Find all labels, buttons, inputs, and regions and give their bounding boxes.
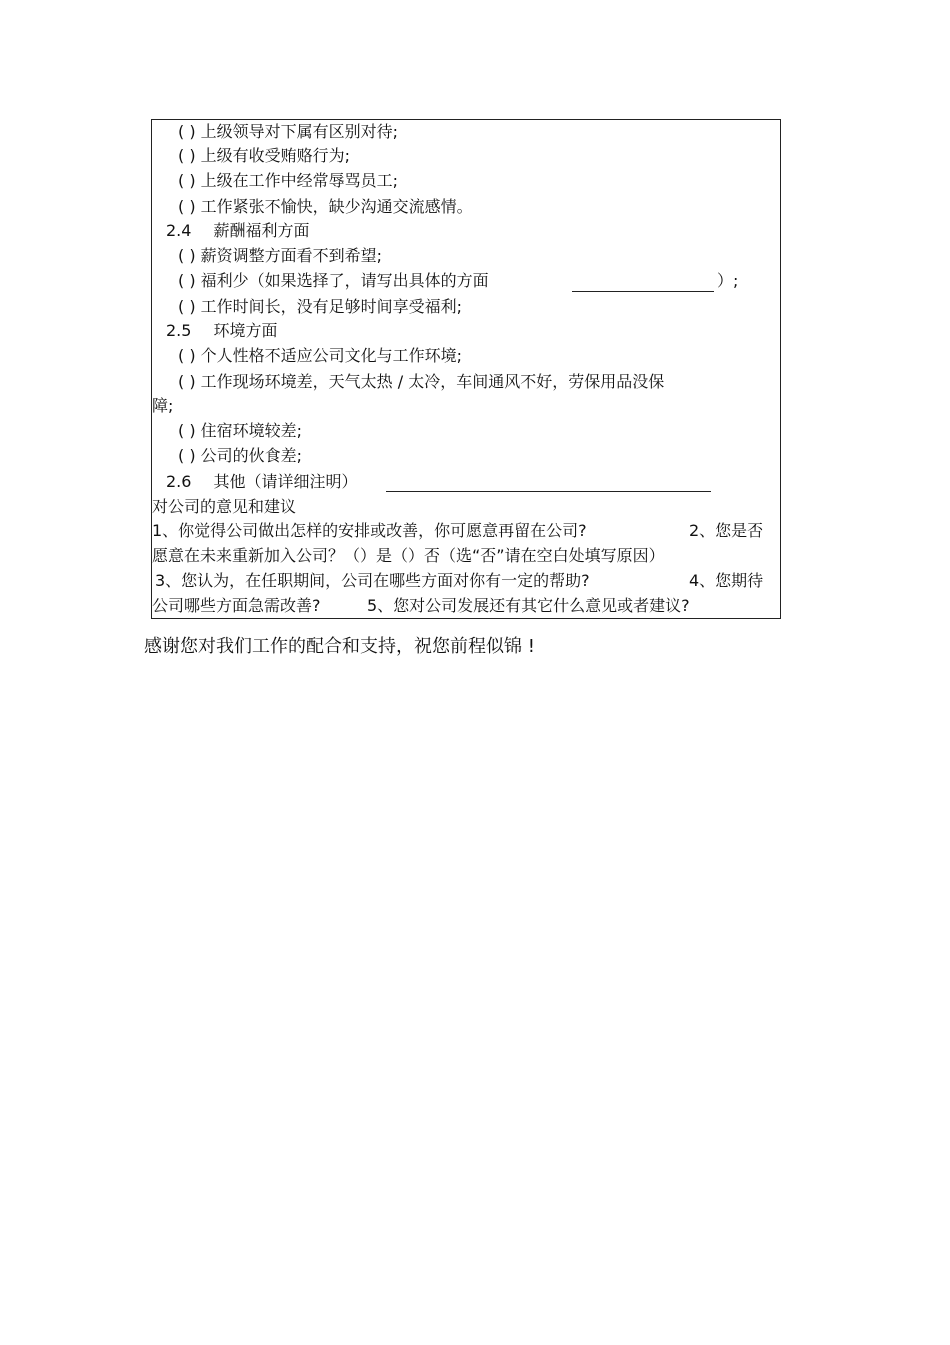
item-long-hours: ( ) 工作时间长，没有足够时间享受福利;	[178, 297, 463, 316]
section-title: 薪酬福利方面	[213, 221, 310, 240]
question-1: 1、你觉得公司做出怎样的安排或改善，你可愿意再留在公司?	[152, 521, 587, 540]
question-4-cont: 公司哪些方面急需改善?	[152, 596, 321, 615]
item-leader-verbal-abuse: ( ) 上级在工作中经常辱骂员工;	[178, 171, 399, 190]
question-5: 5、您对公司发展还有其它什么意见或者建议?	[367, 596, 690, 615]
section-number: 2.4	[166, 221, 192, 240]
item-work-site-environment: ( ) 工作现场环境差，天气太热 / 太冷，车间通风不好，劳保用品没保	[178, 372, 665, 391]
item-canteen-food: ( ) 公司的伙食差;	[178, 446, 303, 465]
question-4-start: 4、您期待	[689, 571, 764, 590]
question-2-cont: 愿意在未来重新加入公司？（）是（）否（选“否”请在空白处填写原因）	[152, 546, 665, 565]
section-heading-2-4	[166, 221, 309, 241]
other-reason-blank-field[interactable]	[386, 491, 711, 492]
section-number: 2.5	[166, 321, 192, 340]
section-number: 2.6	[166, 472, 192, 491]
section-title: 其他（请详细注明）	[213, 472, 358, 491]
item-dormitory: ( ) 住宿环境较差;	[178, 421, 303, 440]
closing-thanks: 感谢您对我们工作的配合和支持，祝您前程似锦 !	[144, 636, 535, 657]
question-2-start: 2、您是否	[689, 521, 764, 540]
section-heading-2-6	[166, 472, 357, 492]
benefits-blank-field[interactable]	[572, 291, 714, 292]
section-title: 环境方面	[213, 321, 278, 340]
item-few-benefits-close: ）;	[717, 271, 739, 290]
opinions-heading: 对公司的意见和建议	[152, 497, 297, 516]
item-leader-unequal-treatment: ( ) 上级领导对下属有区别对待;	[178, 122, 399, 141]
item-leader-bribery: ( ) 上级有收受贿赂行为;	[178, 146, 351, 165]
exit-survey-table	[151, 119, 781, 619]
item-culture-fit: ( ) 个人性格不适应公司文化与工作环境;	[178, 346, 463, 365]
item-few-benefits: ( ) 福利少（如果选择了，请写出具体的方面	[178, 271, 489, 290]
question-3: 3、您认为，在任职期间，公司在哪些方面对你有一定的帮助?	[155, 571, 590, 590]
item-salary-adjustment: ( ) 薪资调整方面看不到希望;	[178, 246, 383, 265]
item-tense-work: ( ) 工作紧张不愉快，缺少沟通交流感情。	[178, 197, 473, 216]
item-work-site-environment-cont: 障;	[152, 396, 174, 415]
section-heading-2-5	[166, 321, 277, 341]
